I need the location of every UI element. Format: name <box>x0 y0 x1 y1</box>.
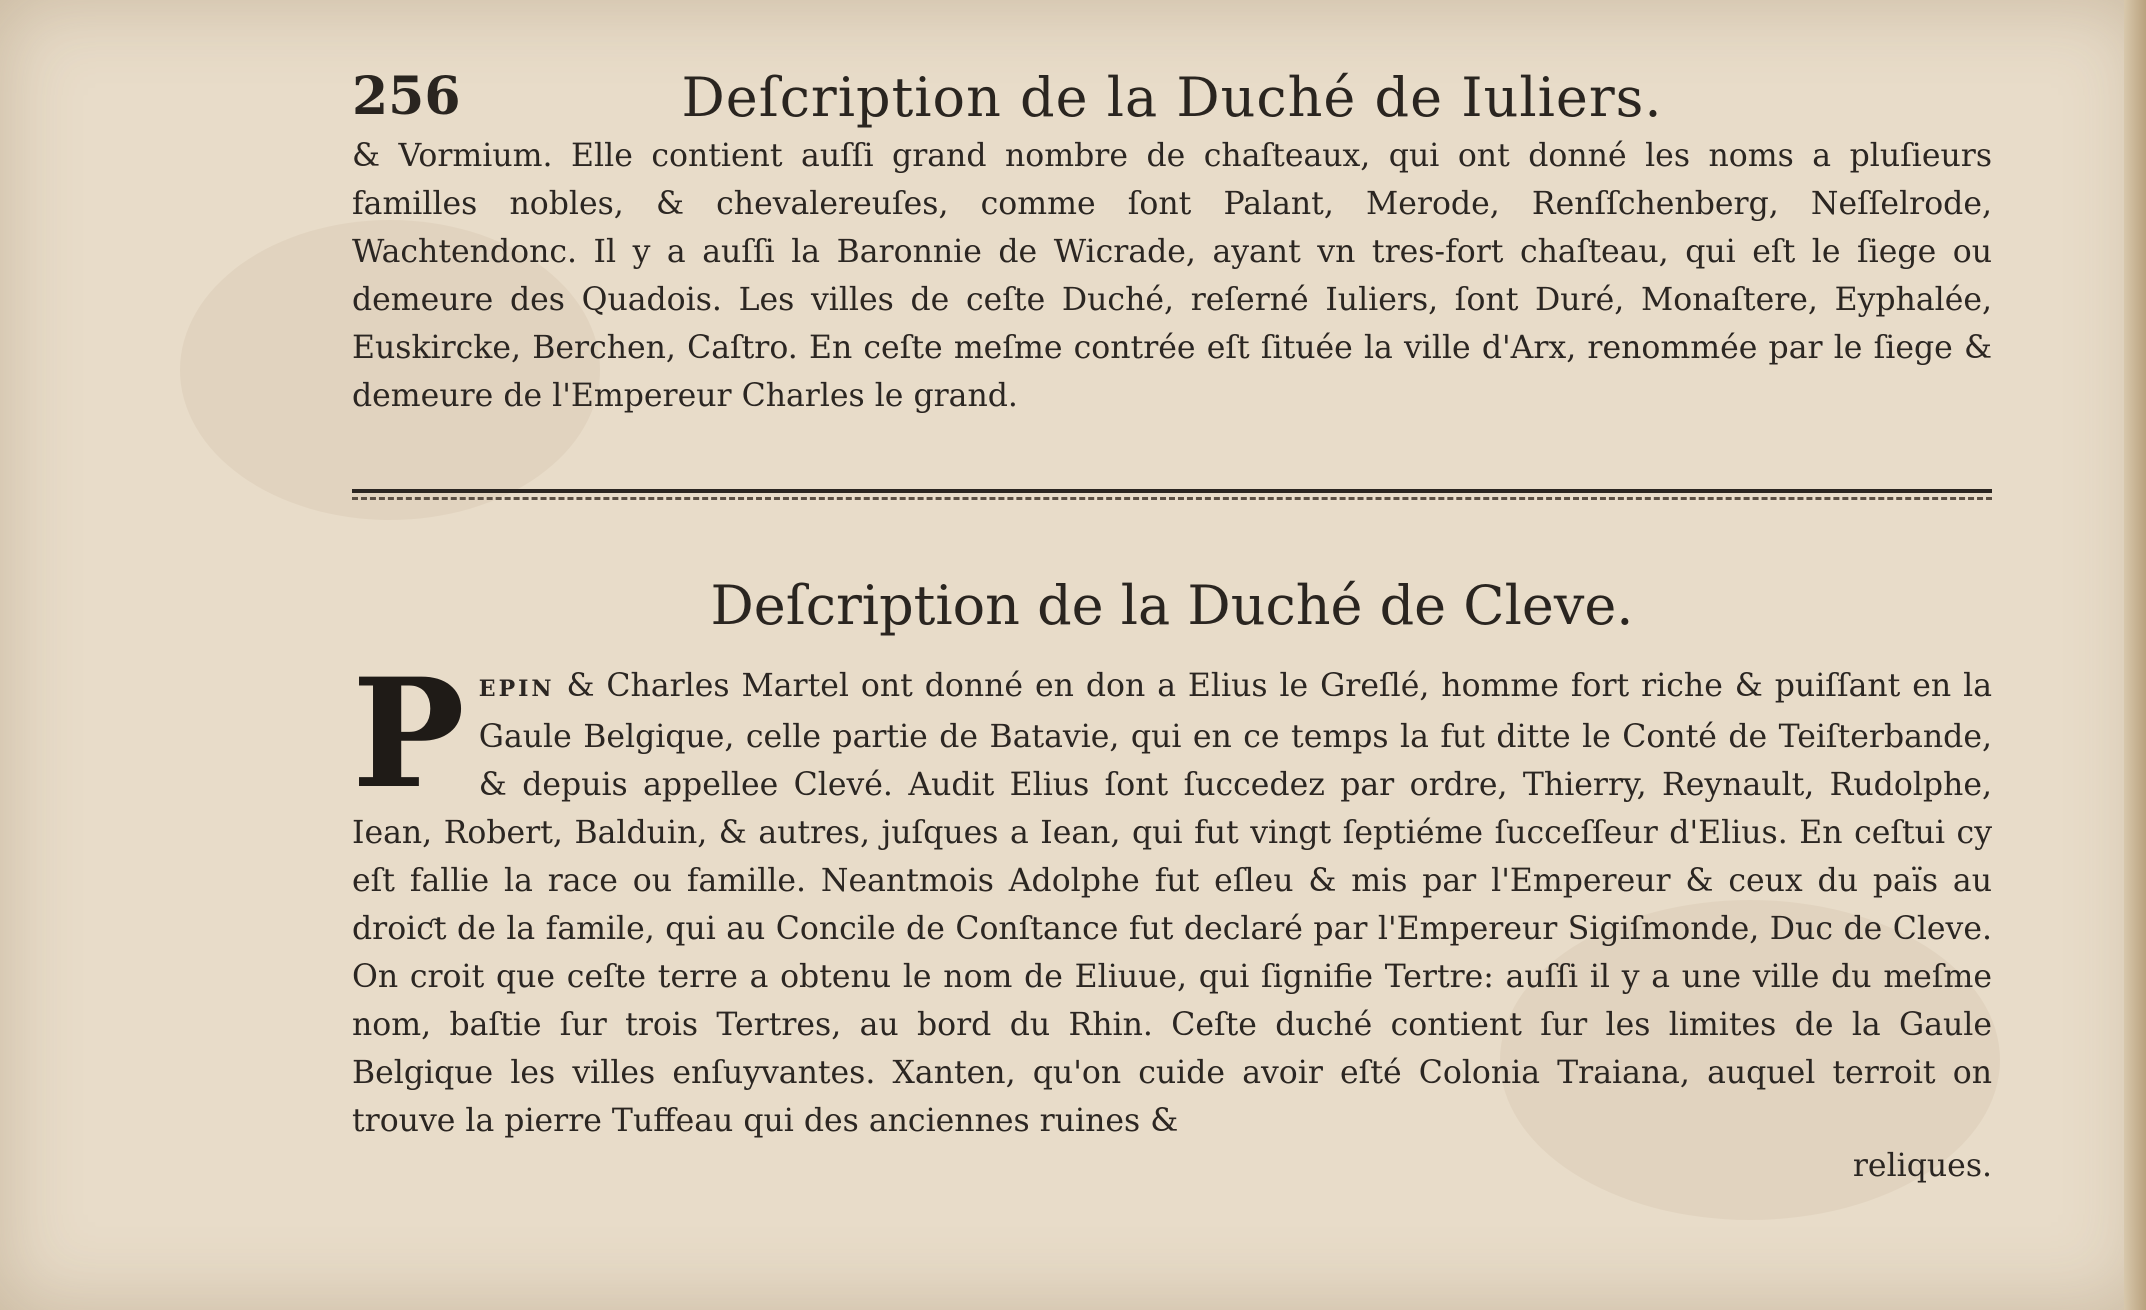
page-edge <box>2124 0 2146 1310</box>
top-paragraph-block <box>352 132 1992 432</box>
lead-small-caps: EPIN <box>478 676 555 702</box>
section-divider-dashes <box>352 497 1992 500</box>
section-body-text: & Charles Martel ont donné en don a Elius le Greſlé, homme fort riche & puiſſant en la Gaule Belgique, celle partie de Batavie, qui en ce temps la fut ditte le Conté de Teiſterbande, & depuis appellee Clevé. Audit Elius ſont ſuccedez par ordre, Thierry, Reynault, Rudolphe, Iean, Robert, Balduin, & autres, juſques a Iean, qui fut vingt ſeptiéme ſucceſſeur d'Elius. En ceſtui cy eſt fallie la race ou famille. Neantmois Adolphe fut eſleu & mis par l'Empereur & ceux du païs au droiƈt de la famile, qui au Concile de Conſtance fut declaré par l'Empereur Sigiſmonde, Duc de Cleve. On croit que ceſte terre a obtenu le nom de Eliuue, qui ſignifie Tertre: auſſi il y a une ville du meſme nom, baſtie ſur trois Tertres, au bord du Rhin. Ceſte duché contient ſur les limites de la Gaule Belgique les villes enſuyvantes. Xanten, qu'on cuide avoir eſté Colonia Traiana, auquel terroit on trouve la pierre Tuffeau qui des anciennes ruines & <box>352 668 1992 1139</box>
section-paragraph <box>352 646 1992 1145</box>
page-number: 256 <box>352 66 461 127</box>
section-divider-rule <box>352 489 1992 493</box>
section-title: Deſcription de la Duché de Cleve. <box>710 574 1634 637</box>
drop-cap: P <box>352 646 465 822</box>
section-body-block <box>352 646 1992 1202</box>
top-paragraph: & Vormium. Elle contient auſſi grand nombre de chaſteaux, qui ont donné les noms a pluſieurs familles nobles, & chevalereuſes, comme ſont Palant, Merode, Renſſchenberg, Neſſelrode, Wachtendonc. Il y a auſſi la Baronnie de Wicrade, ayant vn tres-fort chaſteau, qui eſt le ſiege ou demeure des Quadois. Les villes de ceſte Duché, reſerné Iuliers, ſont Duré, Monaſtere, Eyphalée, Euskircke, Berchen, Caſtro. En ceſte meſme contrée eſt ſituée la ville d'Arx, renommée par le ſiege & demeure de l'Empereur Charles le grand. <box>352 138 1992 414</box>
page-header <box>352 60 1992 140</box>
running-title: Deſcription de la Duché de Iuliers. <box>681 66 1663 129</box>
closing-word: reliques. <box>1852 1148 1992 1184</box>
